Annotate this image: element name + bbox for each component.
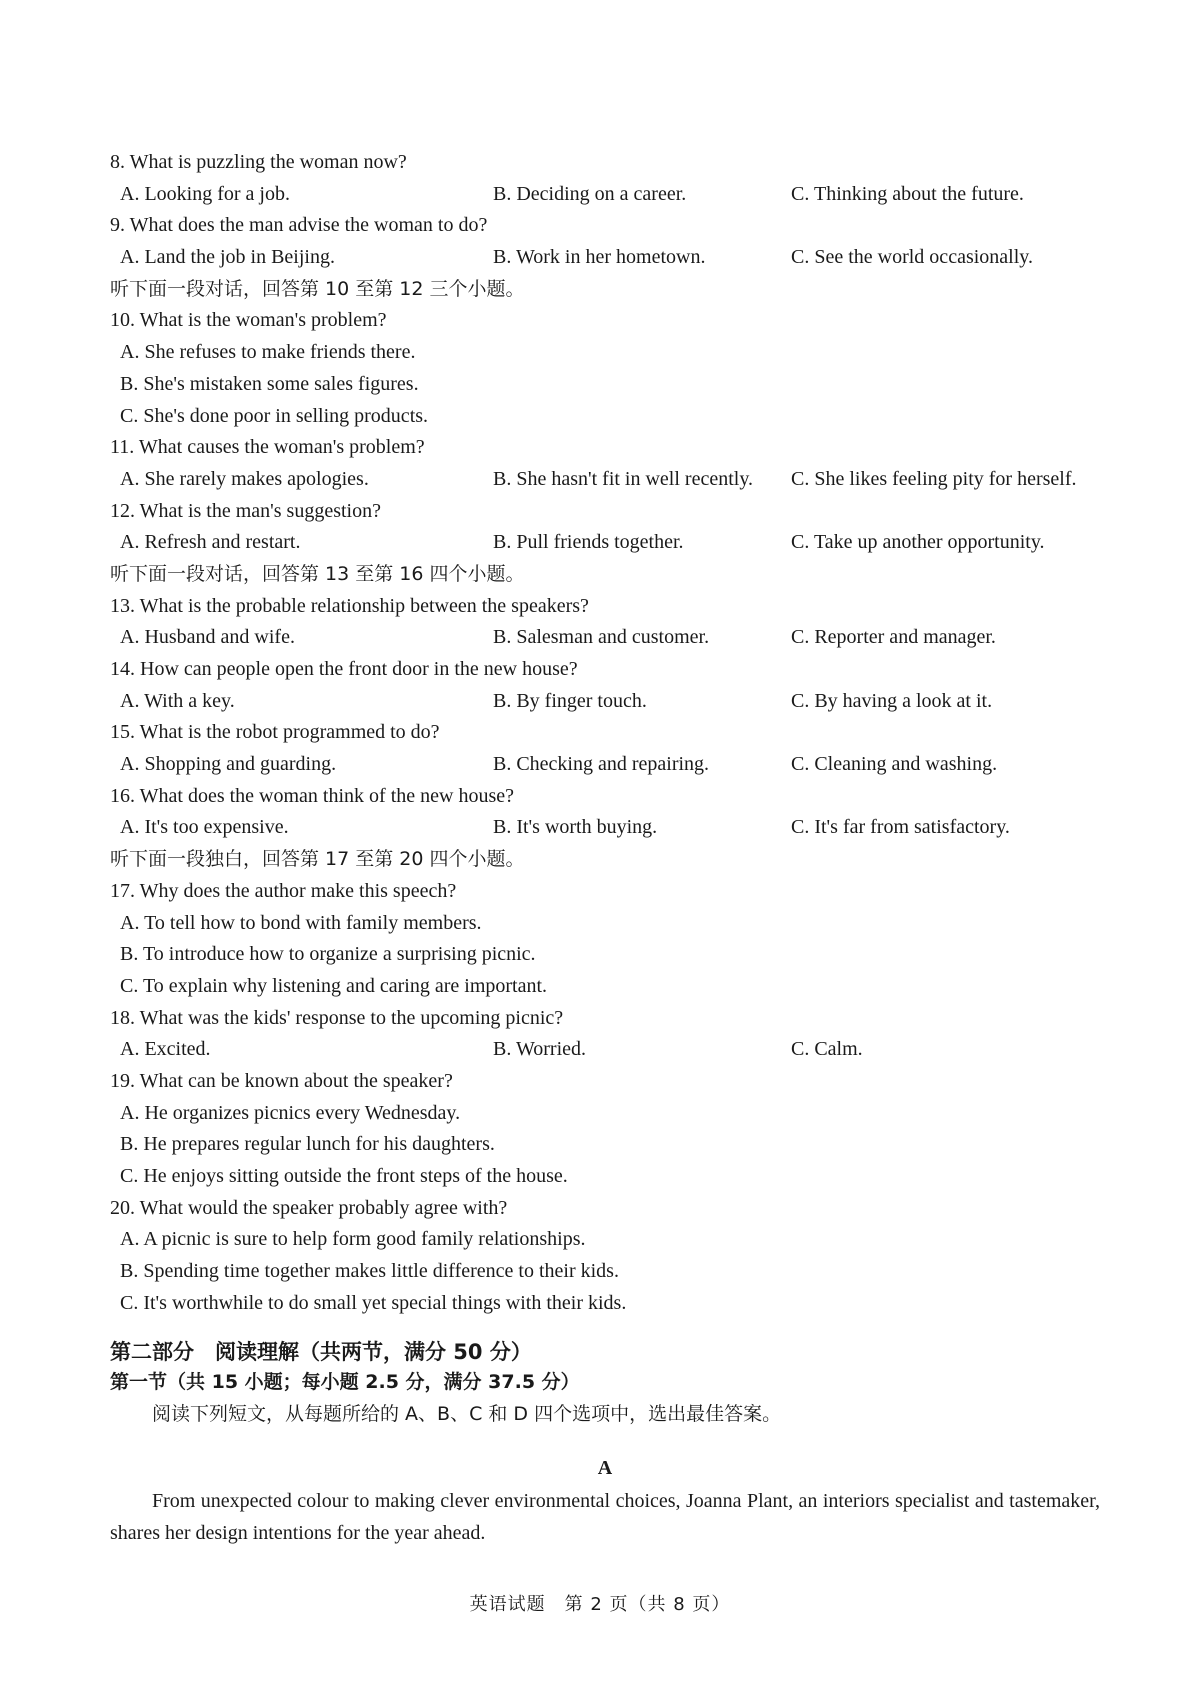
option-c: C. She's done poor in selling products. [120, 404, 429, 427]
question-13: 13. What is the probable relationship between the speakers? [110, 594, 589, 617]
option-a: A. Husband and wife. [120, 626, 295, 649]
option-a: A. Shopping and guarding. [120, 753, 337, 776]
question-12-options [110, 527, 1100, 559]
option-a: A. Looking for a job. [120, 182, 290, 205]
option-b: B. She's mistaken some sales figures. [120, 372, 419, 395]
section-intro-10-12: 听下面一段对话，回答第 10 至第 12 三个小题。 [110, 277, 525, 300]
option-b: B. By finger touch. [493, 689, 647, 712]
option-b: B. He prepares regular lunch for his daughters. [120, 1133, 495, 1156]
question-12: 12. What is the man's suggestion? [110, 499, 381, 522]
option-c: C. He enjoys sitting outside the front steps of the house. [120, 1165, 568, 1187]
option-a: A. Land the job in Beijing. [120, 246, 335, 269]
part-two-heading: 第二部分 阅读理解（共两节，满分 50 分） [110, 1340, 532, 1365]
question-9-options [110, 242, 1100, 274]
passage-title: A [597, 1457, 613, 1480]
question-15-options [110, 749, 1100, 781]
passage-paragraph: From unexpected colour to making clever environmental choices, Joanna Plant, an interiors specialist and tastemaker, shares her design intentions for the year ahead. [110, 1490, 1100, 1545]
question-16-options [110, 812, 1100, 844]
question-16: 16. What does the woman think of the new house? [110, 784, 514, 807]
question-18: 18. What was the kids' response to the upcoming picnic? [110, 1006, 564, 1029]
question-14: 14. How can people open the front door in the new house? [110, 658, 578, 680]
option-b: B. It's worth buying. [493, 816, 658, 839]
question-15: 15. What is the robot programmed to do? [110, 721, 440, 744]
option-a: A. She refuses to make friends there. [120, 341, 416, 364]
option-c: C. Calm. [791, 1038, 863, 1061]
reading-instruction: 阅读下列短文，从每题所给的 A、B、C 和 D 四个选项中，选出最佳答案。 [152, 1403, 782, 1426]
option-c: C. She likes feeling pity for herself. [791, 467, 1077, 490]
option-c: C. By having a look at it. [791, 689, 993, 712]
option-b: B. Pull friends together. [493, 531, 684, 554]
question-8-options [110, 179, 1100, 211]
question-17: 17. Why does the author make this speech? [110, 879, 457, 902]
option-c: C. Cleaning and washing. [791, 753, 998, 776]
option-a: A. He organizes picnics every Wednesday. [120, 1101, 461, 1124]
option-c: C. It's worthwhile to do small yet special things with their kids. [120, 1291, 627, 1314]
section-intro-17-20: 听下面一段独白，回答第 17 至第 20 四个小题。 [110, 848, 525, 871]
option-b: B. She hasn't fit in well recently. [493, 467, 754, 490]
question-10: 10. What is the woman's problem? [110, 309, 387, 332]
question-11-options [110, 464, 1100, 496]
spacer [110, 1319, 1100, 1337]
section-one-heading: 第一节（共 15 小题；每小题 2.5 分，满分 37.5 分） [110, 1371, 580, 1394]
option-a: A. A picnic is sure to help form good family relationships. [120, 1228, 586, 1251]
question-20: 20. What would the speaker probably agree with? [110, 1196, 508, 1219]
section-intro-13-16: 听下面一段对话，回答第 13 至第 16 四个小题。 [110, 562, 525, 585]
option-c: C. To explain why listening and caring are important. [120, 974, 548, 997]
option-c: C. It's far from satisfactory. [791, 816, 1010, 839]
question-18-options [110, 1034, 1100, 1066]
option-a: A. To tell how to bond with family members. [120, 911, 482, 934]
option-c: C. Reporter and manager. [791, 626, 996, 649]
question-11: 11. What causes the woman's problem? [110, 436, 425, 459]
option-b: B. Work in her hometown. [493, 246, 706, 269]
question-13-options [110, 622, 1100, 654]
page-content [110, 147, 1100, 1550]
option-c: C. Take up another opportunity. [791, 531, 1045, 554]
option-b: B. Worried. [493, 1038, 587, 1061]
option-b: B. Deciding on a career. [493, 182, 687, 205]
option-a: A. With a key. [120, 689, 235, 712]
option-b: B. Checking and repairing. [493, 753, 710, 776]
question-9: 9. What does the man advise the woman to do? [110, 214, 488, 237]
option-a: A. Refresh and restart. [120, 531, 301, 554]
option-a: A. It's too expensive. [120, 816, 289, 839]
question-19: 19. What can be known about the speaker? [110, 1069, 453, 1092]
question-8: 8. What is puzzling the woman now? [110, 151, 407, 173]
option-b: B. Spending time together makes little difference to their kids. [120, 1260, 619, 1283]
option-a: A. She rarely makes apologies. [120, 467, 369, 490]
page-footer: 英语试题 第 2 页（共 8 页） [469, 1594, 731, 1615]
option-c: C. See the world occasionally. [791, 246, 1033, 269]
question-14-options [110, 686, 1100, 718]
option-b: B. Salesman and customer. [493, 626, 710, 649]
option-c: C. Thinking about the future. [791, 182, 1024, 205]
option-b: B. To introduce how to organize a surprising picnic. [120, 943, 536, 966]
option-a: A. Excited. [120, 1038, 211, 1061]
